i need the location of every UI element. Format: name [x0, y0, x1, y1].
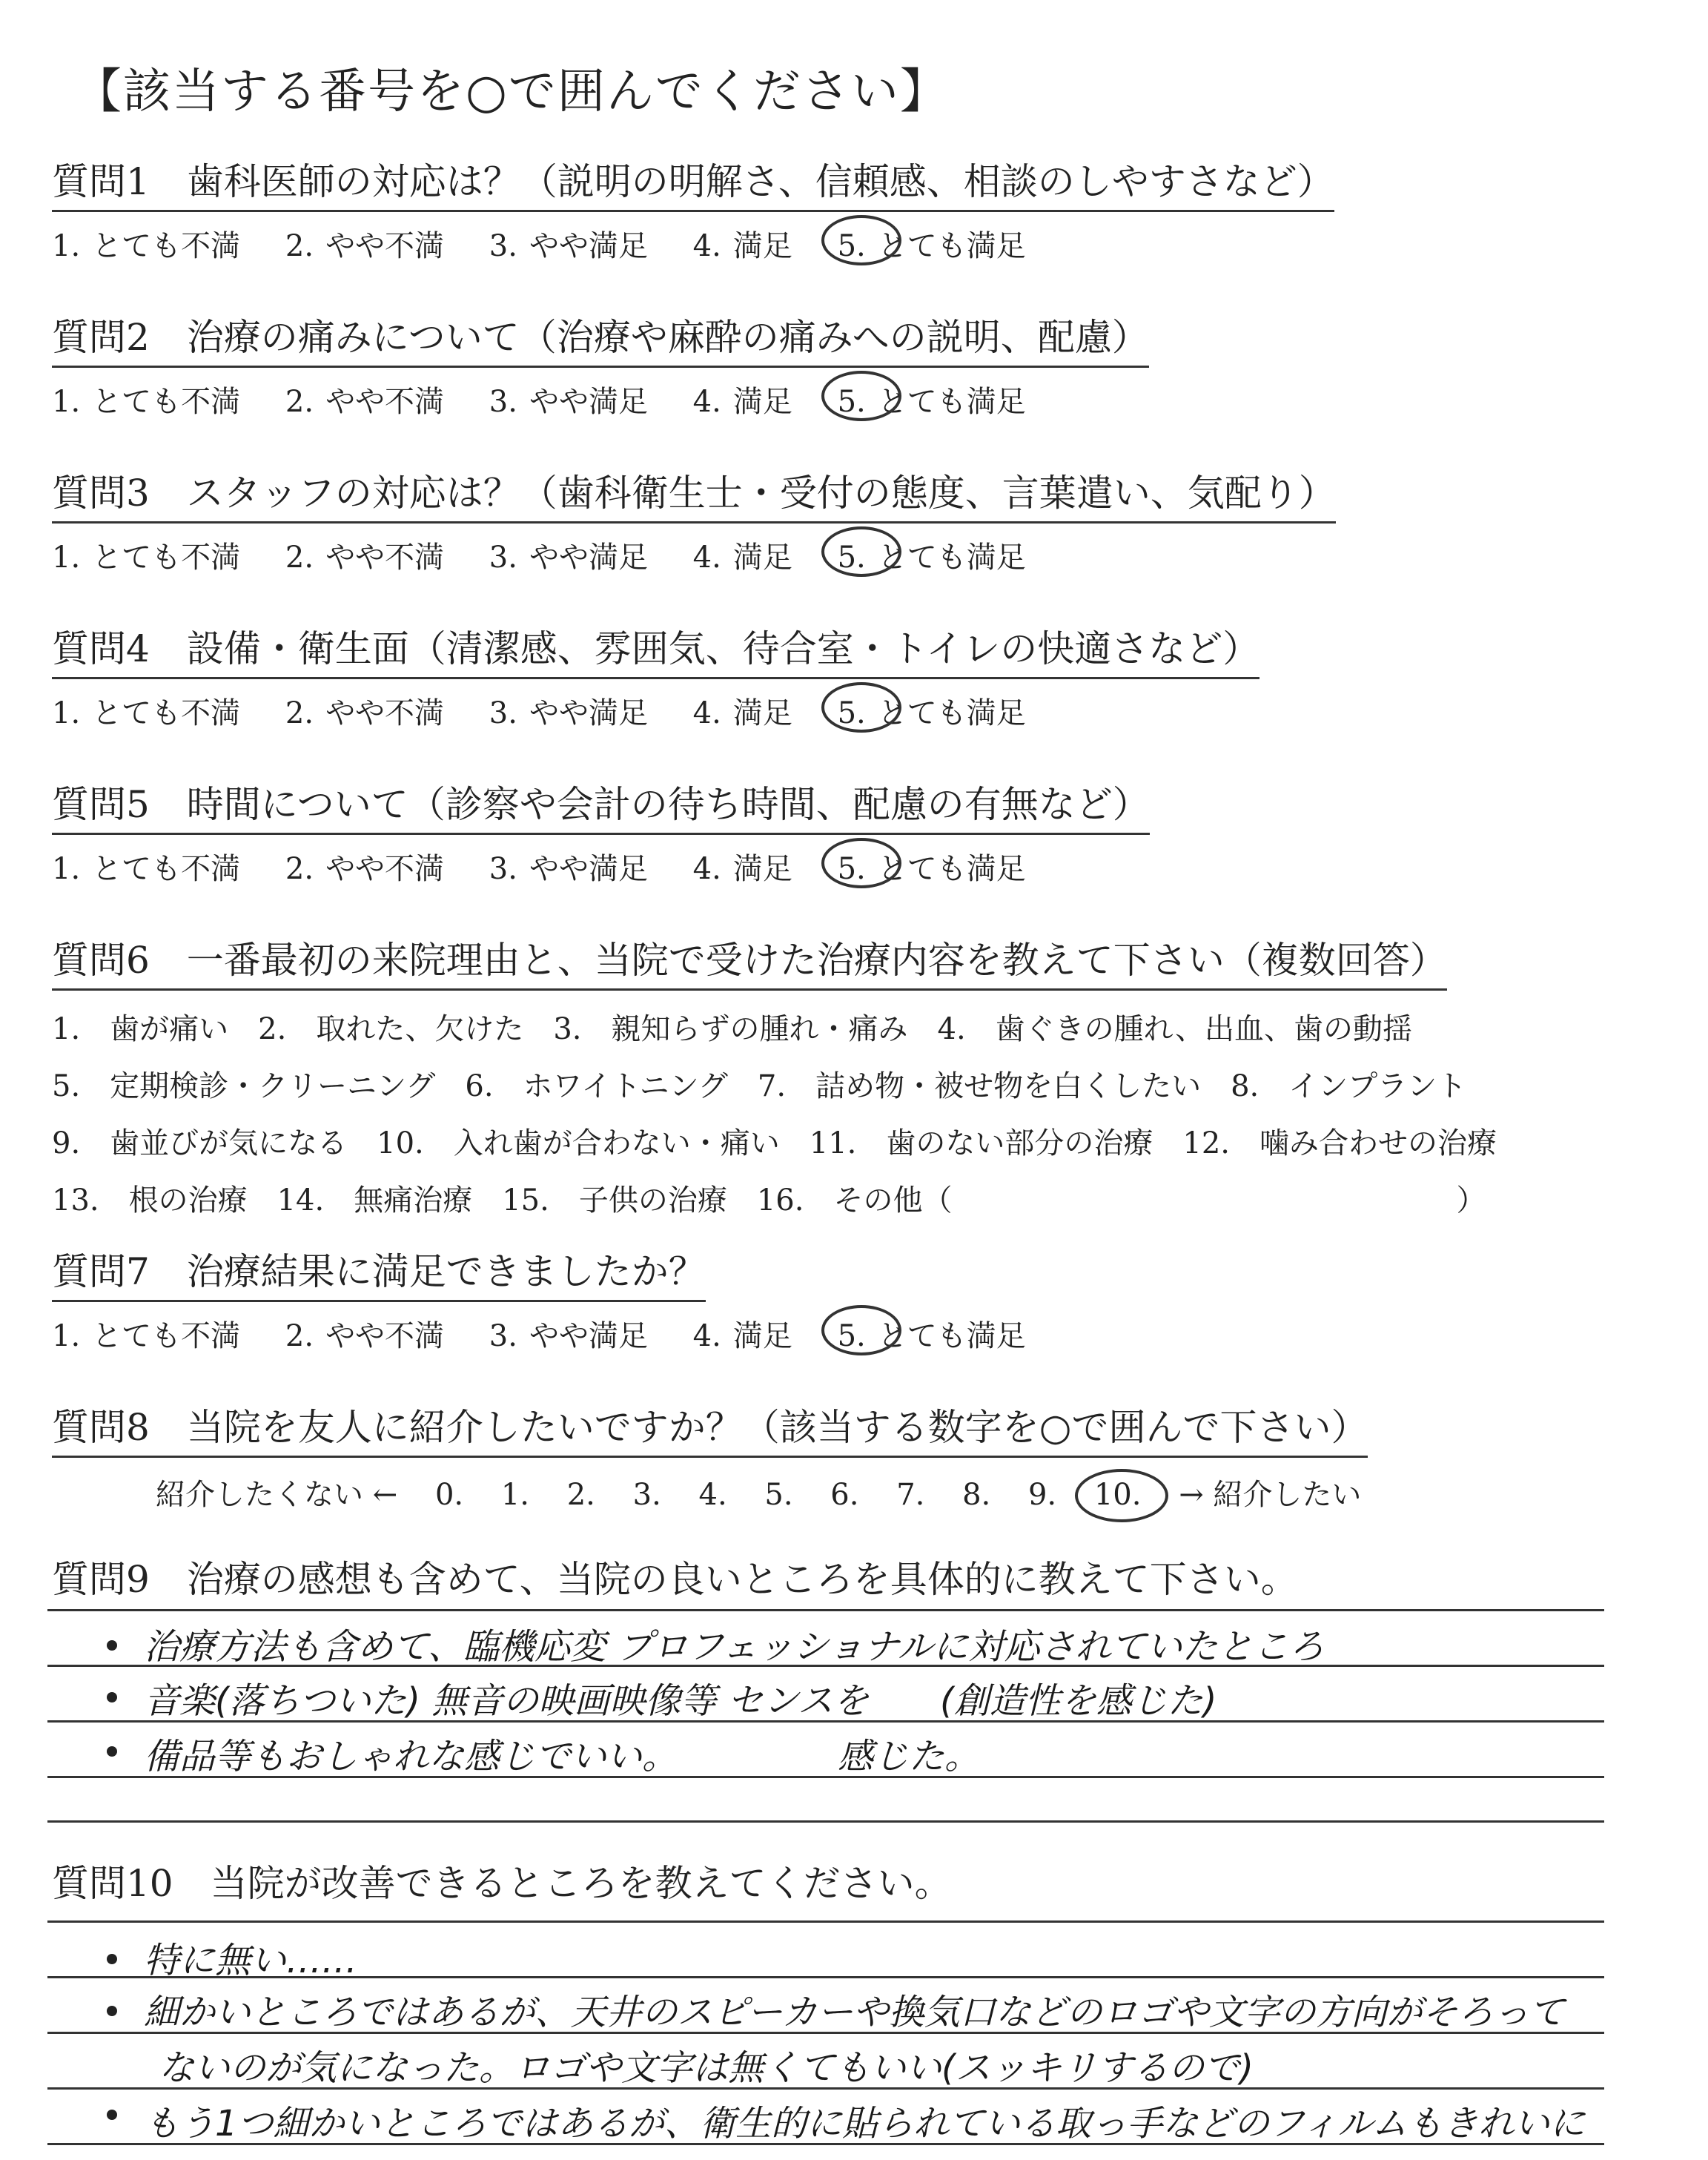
question-7-label: 質問7 治療結果に満足できましたか？ [52, 1242, 706, 1302]
bullet-dot [107, 1692, 117, 1702]
option-3[interactable]: 3. やや満足 [489, 385, 648, 419]
option-1[interactable]: 1. とても不満 [52, 385, 241, 419]
recommend-scale [156, 1471, 1389, 1513]
option-4[interactable]: 4. 満足 [692, 852, 792, 886]
question-6 [52, 931, 1497, 1219]
question-1-options [52, 222, 1334, 265]
option-4[interactable]: 4. 満足 [692, 385, 792, 419]
question-7 [52, 1242, 1059, 1355]
option-3[interactable]: 3. やや満足 [489, 696, 648, 730]
option-2[interactable]: 2. やや不満 [285, 852, 445, 886]
option-1[interactable]: 1. とても不満 [52, 229, 241, 263]
q9-handwriting-1: 治療方法も含めて、臨機応変 プロフェッショナルに対応されていたところ [144, 1626, 1325, 1668]
question-3-label: 質問3 スタッフの対応は？（歯科衛生士・受付の態度、言葉遣い、気配り） [52, 463, 1336, 524]
q10-handwriting-3: ないのが気になった。ロゴや文字は無くてもいい(スッキリするので) [159, 2047, 1254, 2089]
q10-answer-area[interactable] [47, 1909, 1604, 2154]
option-3[interactable]: 3. やや満足 [489, 1319, 648, 1353]
question-5 [52, 775, 1150, 888]
scale-8[interactable]: 8. [962, 1478, 991, 1512]
question-2-options [52, 378, 1149, 420]
question-5-options [52, 845, 1150, 888]
answer-rule [47, 1920, 1604, 1923]
q10-handwriting-4: もう1つ細かいところではあるが、衛生的に貼られている取っ手などのフィルムもきれいに [144, 2103, 1586, 2144]
scale-3[interactable]: 3. [632, 1478, 661, 1512]
q6-options-line-1[interactable]: 1. 歯が痛い 2. 取れた、欠けた 3. 親知らずの腫れ・痛み 4. 歯ぐきの腫れ、出血、歯の動揺 [52, 1012, 1413, 1046]
question-1-label: 質問1 歯科医師の対応は？（説明の明解さ、信頼感、相談のしやすさなど） [52, 152, 1334, 212]
scale-6[interactable]: 6. [830, 1478, 859, 1512]
option-5-selected[interactable]: 5. とても満足 [837, 852, 1026, 886]
question-3-options [52, 534, 1336, 576]
question-4-label: 質問4 設備・衛生面（清潔感、雰囲気、待合室・トイレの快適さなど） [52, 619, 1260, 679]
scale-right-label: → 紹介したい [1179, 1478, 1362, 1512]
bullet-dot [107, 1954, 117, 1964]
bullet-dot [107, 2006, 117, 2016]
question-1 [52, 152, 1334, 265]
option-3[interactable]: 3. やや満足 [489, 852, 648, 886]
q9-answer-area[interactable] [47, 1602, 1604, 1824]
scale-9[interactable]: 9. [1027, 1478, 1057, 1512]
q10-handwriting-1: 特に無い…… [144, 1940, 358, 1981]
option-2[interactable]: 2. やや不満 [285, 541, 445, 575]
scale-1[interactable]: 1. [500, 1478, 530, 1512]
scale-0[interactable]: 0. [434, 1478, 464, 1512]
scale-4[interactable]: 4. [698, 1478, 727, 1512]
question-7-options [52, 1312, 1059, 1355]
option-2[interactable]: 2. やや不満 [285, 385, 445, 419]
scale-7[interactable]: 7. [896, 1478, 925, 1512]
question-2 [52, 308, 1149, 420]
q6-options-line-2[interactable]: 5. 定期検診・クリーニング 6. ホワイトニング 7. 詰め物・被せ物を白くしたい 8. インプラント [52, 1069, 1467, 1103]
scale-2[interactable]: 2. [566, 1478, 595, 1512]
answer-rule [47, 1820, 1604, 1823]
q6-options-line-3[interactable]: 9. 歯並びが気になる 10. 入れ歯が合わない・痛い 11. 歯のない部分の治療 12. 噛み合わせの治療 [52, 1126, 1497, 1160]
question-6-label: 質問6 一番最初の来院理由と、当院で受けた治療内容を教えて下さい（複数回答） [52, 931, 1447, 991]
option-1[interactable]: 1. とても不満 [52, 696, 241, 730]
answer-rule [47, 1609, 1604, 1611]
option-4[interactable]: 4. 満足 [692, 229, 792, 263]
q9-handwriting-3: 備品等もおしゃれな感じでいい。 感じた。 [144, 1736, 981, 1777]
option-5-selected[interactable]: 5. とても満足 [837, 696, 1026, 730]
bullet-dot [107, 1746, 117, 1757]
scale-10-selected[interactable]: 10. [1093, 1478, 1142, 1512]
option-3[interactable]: 3. やや満足 [489, 541, 648, 575]
option-2[interactable]: 2. やや不満 [285, 229, 445, 263]
question-8 [52, 1398, 1389, 1513]
question-4-options [52, 690, 1260, 732]
option-2[interactable]: 2. やや不満 [285, 696, 445, 730]
option-5-selected[interactable]: 5. とても満足 [837, 541, 1026, 575]
question-5-label: 質問5 時間について（診察や会計の待ち時間、配慮の有無など） [52, 775, 1150, 835]
question-9 [52, 1550, 1298, 1608]
option-1[interactable]: 1. とても不満 [52, 541, 241, 575]
option-2[interactable]: 2. やや不満 [285, 1319, 445, 1353]
question-3 [52, 463, 1336, 576]
option-1[interactable]: 1. とても不満 [52, 1319, 241, 1353]
bullet-dot [107, 1640, 117, 1651]
q6-options-line-4[interactable]: 13. 根の治療 14. 無痛治療 15. 子供の治療 16. その他（ ） [52, 1183, 1486, 1218]
scale-5[interactable]: 5. [764, 1478, 793, 1512]
question-4 [52, 619, 1260, 732]
question-8-label: 質問8 当院を友人に紹介したいですか？（該当する数字を○で囲んで下さい） [52, 1398, 1368, 1458]
question-2-label: 質問2 治療の痛みについて（治療や麻酔の痛みへの説明、配慮） [52, 308, 1149, 368]
q9-handwriting-2: 音楽(落ちついた) 無音の映画映像等 センスを (創造性を感じた) [144, 1680, 1217, 1722]
option-5-selected[interactable]: 5. とても満足 [837, 229, 1026, 263]
page-title: 【該当する番号を○で囲んでください】 [74, 65, 949, 119]
option-5-selected[interactable]: 5. とても満足 [837, 1319, 1026, 1353]
question-9-label: 質問9 治療の感想も含めて、当院の良いところを具体的に教えて下さい。 [52, 1558, 1298, 1601]
scale-left-label: 紹介したくない ← [156, 1478, 398, 1512]
option-4[interactable]: 4. 満足 [692, 1319, 792, 1353]
question-10 [52, 1854, 952, 1912]
option-4[interactable]: 4. 満足 [692, 696, 792, 730]
option-1[interactable]: 1. とても不満 [52, 852, 241, 886]
option-5-selected[interactable]: 5. とても満足 [837, 385, 1026, 419]
bullet-dot [107, 2110, 117, 2120]
option-4[interactable]: 4. 満足 [692, 541, 792, 575]
option-3[interactable]: 3. やや満足 [489, 229, 648, 263]
question-10-label: 質問10 当院が改善できるところを教えてください。 [52, 1862, 952, 1905]
q10-handwriting-2: 細かいところではあるが、天井のスピーカーや換気口などのロゴや文字の方向がそろって [144, 1992, 1565, 2033]
